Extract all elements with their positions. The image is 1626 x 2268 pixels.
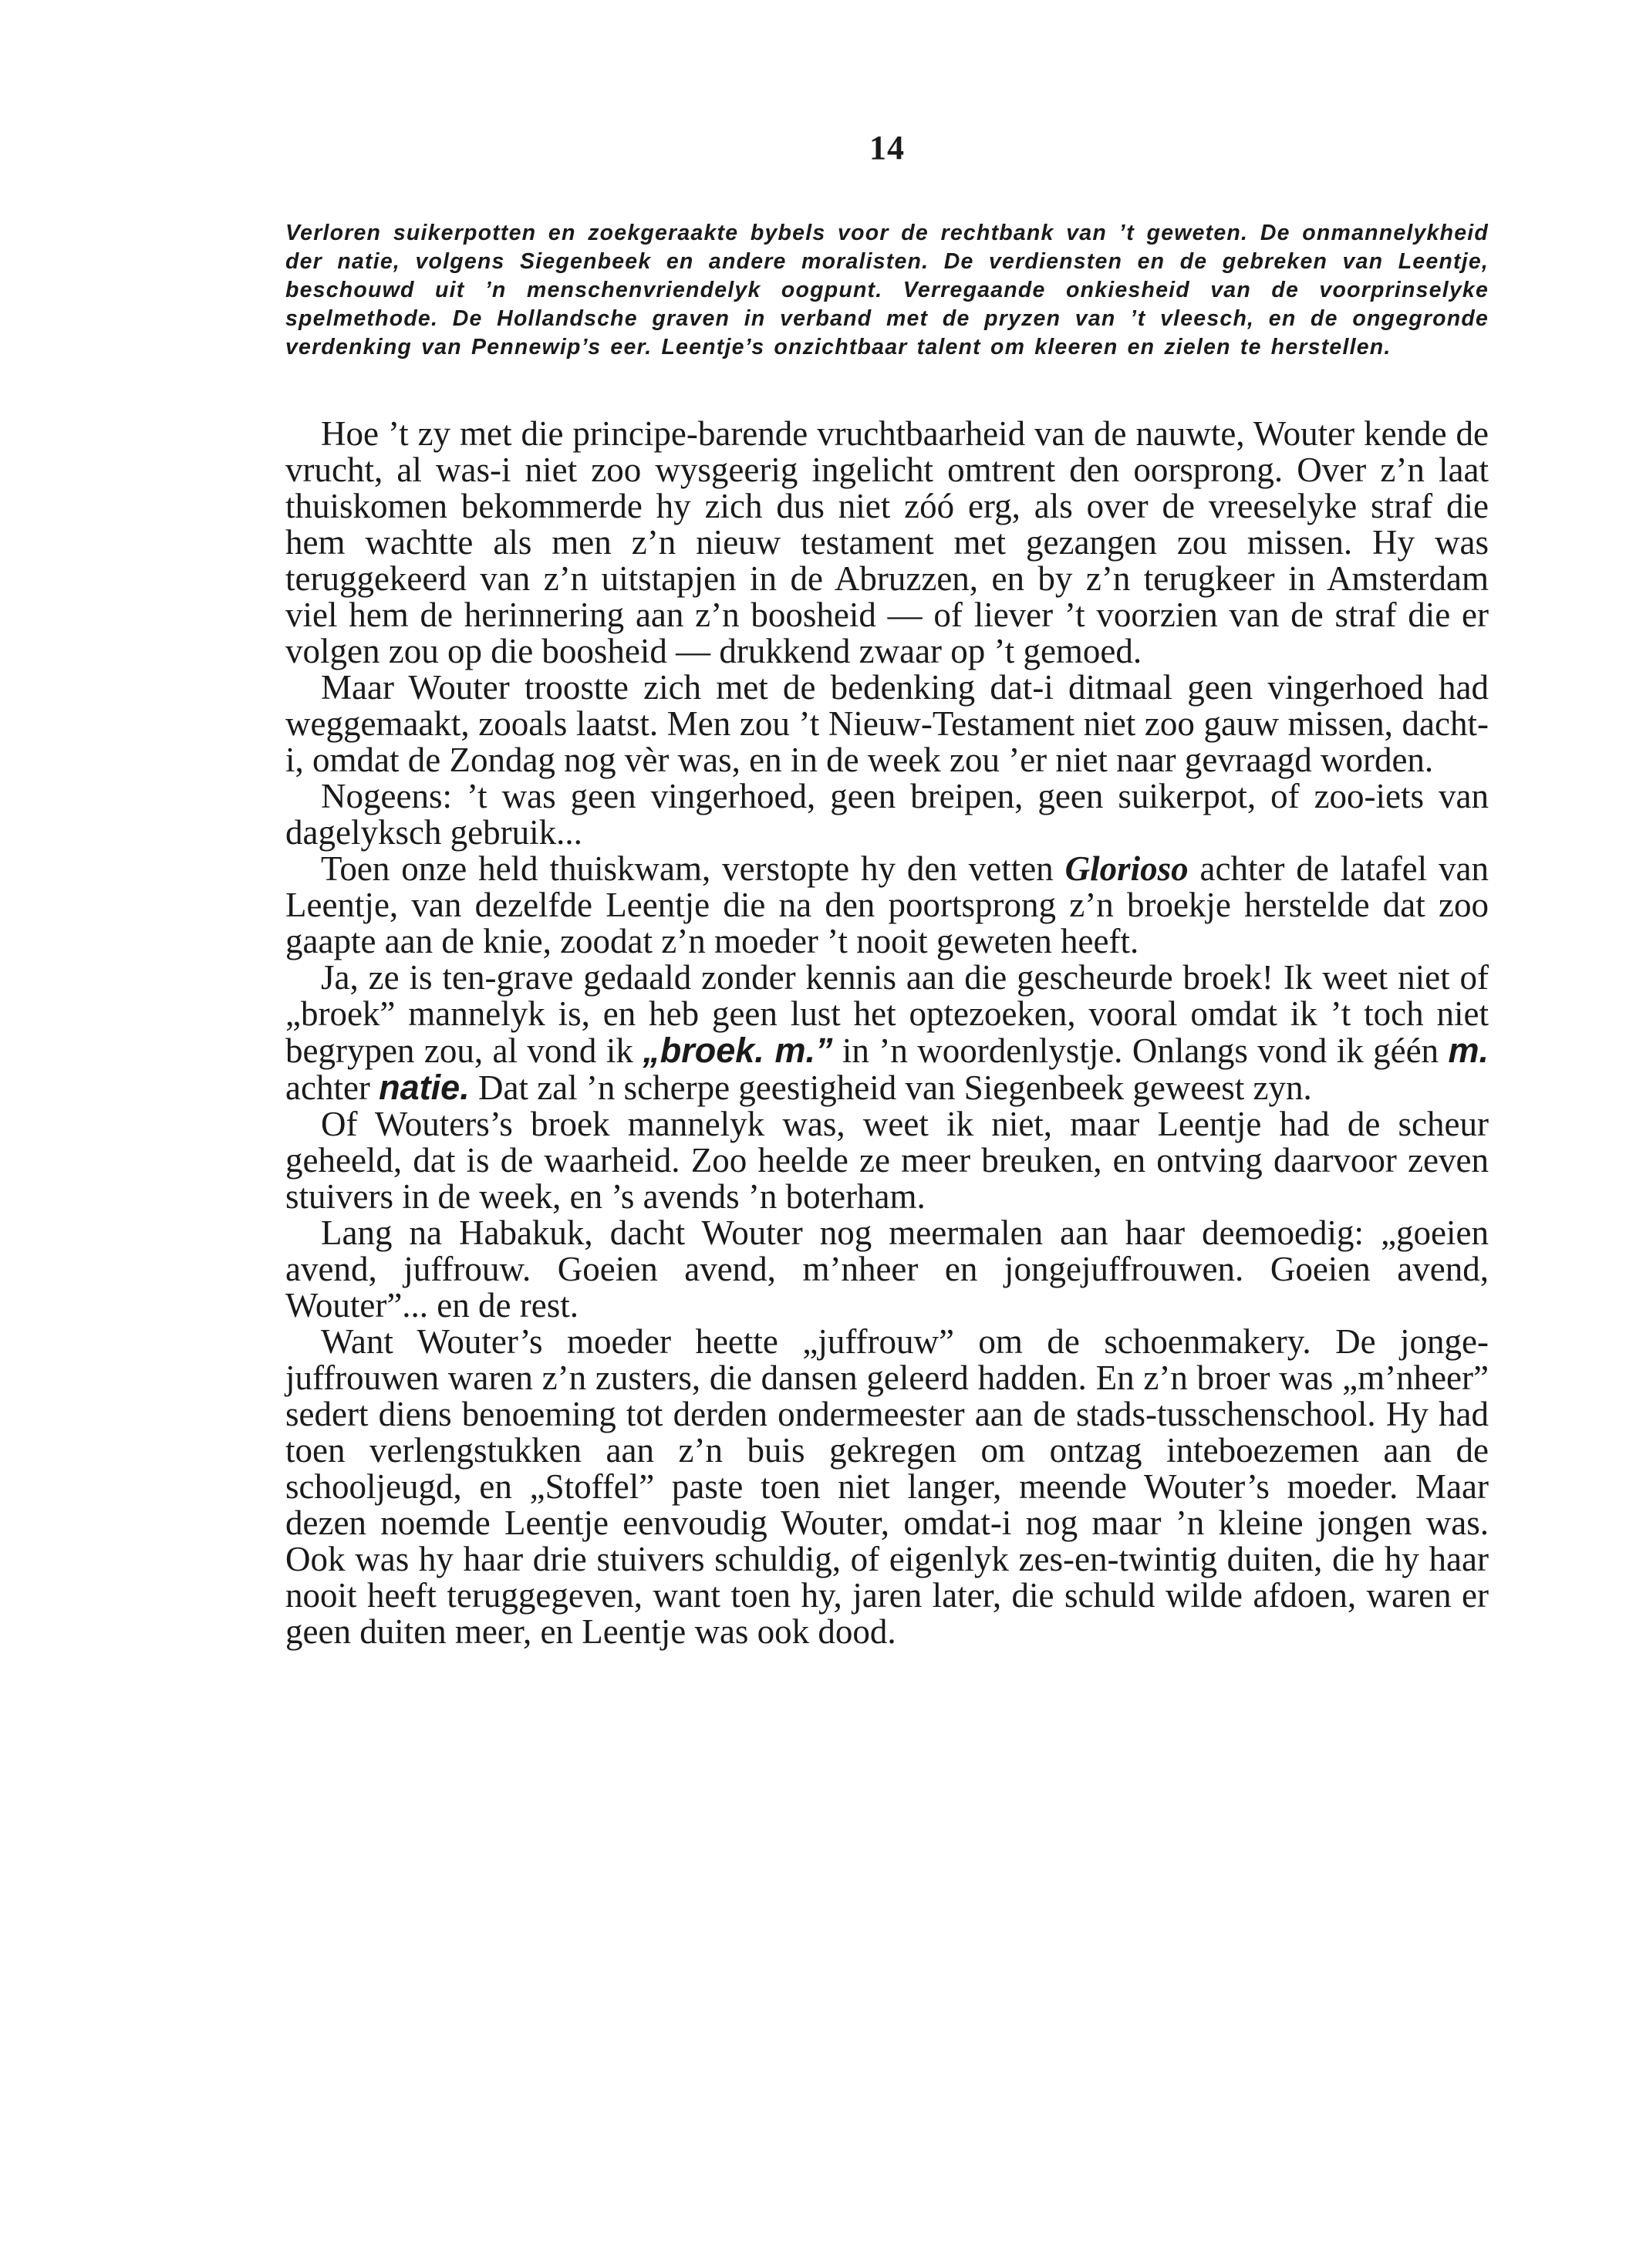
paragraph-5 [285,960,1489,1106]
body-text [285,416,1489,1650]
paragraph-5-text-c: achter [285,1068,380,1107]
paragraph-5-emphasis-3: natie. [379,1068,470,1107]
paragraph-4-text-a: Toen onze held thuiskwam, verstopte hy den vetten [321,849,1065,888]
paragraph-1: Hoe ’t zy met die principe-barende vruchtbaarheid van de nauwte, Wouter kende de vrucht, al was-i niet zoo wysgeerig ingelicht omtrent den oorsprong. Over z’n laat thuiskomen bekommerde hy zich dus niet zóó erg, als over de vreeselyke straf die hem wachtte als men z’n nieuw testament met gezangen zou missen. Hy was teruggekeerd van z’n uitstapjen in de Abruzzen, en by z’n terugkeer in Amsterdam viel hem de herinnering aan z’n boosheid — of liever ’t voorzien van de straf die er volgen zou op die boosheid — drukkend zwaar op ’t gemoed. [285,414,1489,670]
paragraph-8: Want Wouter’s moeder heette „juffrouw” om de schoenmakery. De jonge-juffrouwen waren z’n zusters, die dansen geleerd hadden. En z’n broer was „m’nheer” sedert diens benoeming tot derden ondermeester aan de stads-tusschenschool. Hy had toen verlengstukken aan z’n buis gekregen om ontzag inteboezemen aan de schooljeugd, en „Stoffel” paste toen niet langer, meende Wouter’s moeder. Maar dezen noemde Leentje eenvoudig Wouter, omdat-i nog maar ’n kleine jongen was. Ook was hy haar drie stuivers schuldig, of eigenlyk zes-en-twintig duiten, die hy haar nooit heeft teruggegeven, want toen hy, jaren later, die schuld wilde afdoen, waren er geen duiten meer, en Leentje was ook dood. [285,1322,1489,1651]
paragraph-6: Of Wouters’s broek mannelyk was, weet ik niet, maar Leentje had de scheur geheeld, dat is de waarheid. Zoo heelde ze meer breuken, en ontving daarvoor zeven stuivers in de week, en ’s avends ’n boterham. [285,1105,1489,1216]
book-page [285,116,1489,1650]
chapter-summary: Verloren suikerpotten en zoekgeraakte bybels voor de rechtbank van ’t geweten. De onmannelykheid der natie, volgens Siegenbeek en andere moralisten. De verdiensten en de gebreken van Leentje, beschouwd uit ’n menschenvriendelyk oogpunt. Verregaande onkiesheid van de voorprinselyke spelmethode. De Hollandsche graven in verband met de pryzen van ’t vleesch, en de ongegronde verdenking van Pennewip’s eer. Leentje’s onzichtbaar talent om kleeren en zielen te herstellen. [285,221,1489,359]
paragraph-5-text-d: Dat zal ’n scherpe geestigheid van Siegenbeek geweest zyn. [469,1068,1312,1107]
paragraph-4 [285,851,1489,960]
paragraph-5-text-a: Ja, ze is ten-grave gedaald zonder kennis aan die gescheurde broek! Ik weet niet of „broek” mannelyk is, en heb geen lust het optezoeken, vooral omdat ik ’t toch niet begrypen zou, al vond ik [285,958,1489,1070]
page-number: 14 [869,129,905,167]
paragraph-4-emphasis: Glorioso [1064,849,1189,888]
paragraph-5-emphasis-2: m. [1448,1031,1489,1070]
paragraph-4-text-b: achter de latafel van Leentje, van dezelfde Leentje die na den poortsprong z’n broekje herstelde dat zoo gaapte aan de knie, zoodat z’n moeder ’t nooit geweten heeft. [285,849,1489,960]
paragraph-3: Nogeens: ’t was geen vingerhoed, geen breipen, geen suikerpot, of zoo-iets van dagelyksch gebruik... [285,777,1489,852]
paragraph-5-emphasis-1: „broek. m.” [643,1031,833,1070]
paragraph-5-text-b: in ’n woordenlystje. Onlangs vond ik géén [832,1031,1449,1070]
paragraph-2: Maar Wouter troostte zich met de bedenking dat-i ditmaal geen vingerhoed had weggemaakt, zooals laatst. Men zou ’t Nieuw-Testament niet zoo gauw missen, dacht-i, omdat de Zondag nog vèr was, en in de week zou ’er niet naar gevraagd worden. [285,668,1489,779]
paragraph-7: Lang na Habakuk, dacht Wouter nog meermalen aan haar deemoedig: „goeien avend, juffrouw. Goeien avend, m’nheer en jongejuffrouwen. Goeien avend, Wouter”... en de rest. [285,1213,1489,1325]
